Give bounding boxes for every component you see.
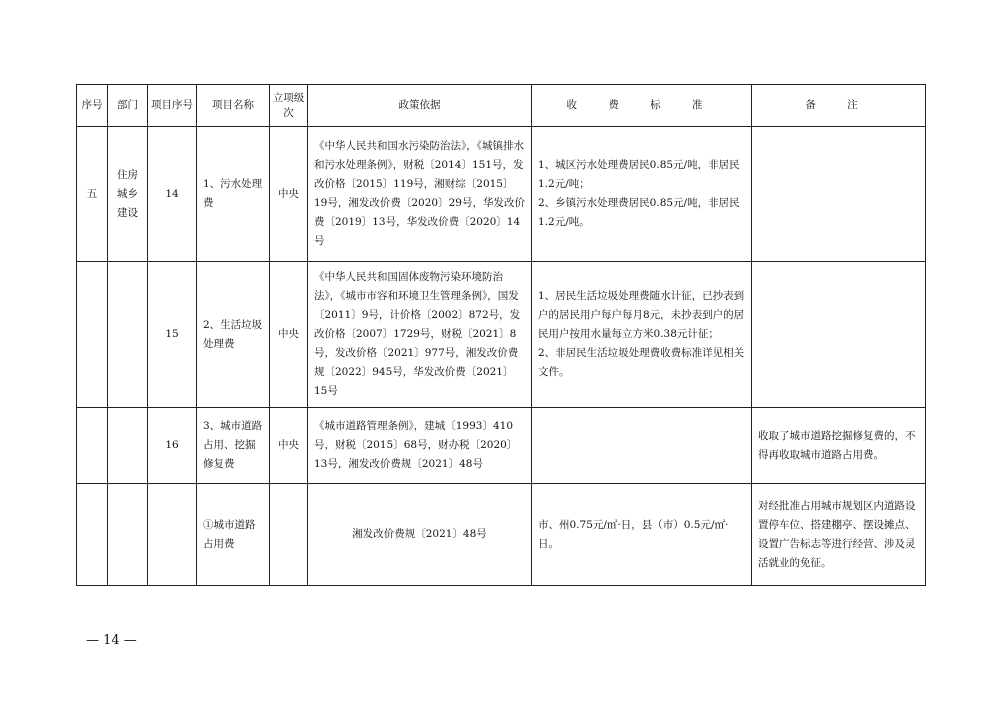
table-row xyxy=(77,408,926,484)
cell-item-seq: 14 xyxy=(148,127,197,262)
cell-seq xyxy=(77,408,108,484)
cell-seq: 五 xyxy=(77,127,108,262)
cell-remark: 对经批准占用城市规划区内道路设置停车位、搭建棚亭、摆设摊点、设置广告标志等进行经营、涉及灵活就业的免征。 xyxy=(752,484,926,586)
cell-dept xyxy=(108,408,148,484)
cell-item-seq xyxy=(148,484,197,586)
cell-level: 中央 xyxy=(270,408,308,484)
header-basis: 政策依据 xyxy=(308,85,532,127)
cell-item-name: 1、污水处理费 xyxy=(197,127,270,262)
cell-item-name: 2、生活垃圾处理费 xyxy=(197,262,270,408)
page-number: — 14 — xyxy=(86,633,137,648)
cell-standard: 1、居民生活垃圾处理费随水计征，已抄表到户的居民用户每户每月8元，未抄表到户的居民用户按用水量每立方米0.38元计征； 2、非居民生活垃圾处理费收费标准详见相关文件。 xyxy=(532,262,752,408)
cell-item-seq: 16 xyxy=(148,408,197,484)
header-item-name: 项目名称 xyxy=(197,85,270,127)
cell-seq xyxy=(77,484,108,586)
cell-item-name: ①城市道路占用费 xyxy=(197,484,270,586)
cell-basis: 湘发改价费规〔2021〕48号 xyxy=(308,484,532,586)
cell-level xyxy=(270,484,308,586)
header-standard: 收 费 标 准 xyxy=(532,85,752,127)
header-level: 立项级次 xyxy=(270,85,308,127)
cell-remark xyxy=(752,262,926,408)
table-header-row xyxy=(77,85,926,127)
cell-standard xyxy=(532,408,752,484)
cell-dept xyxy=(108,262,148,408)
cell-remark xyxy=(752,127,926,262)
cell-level: 中央 xyxy=(270,127,308,262)
cell-basis: 《城市道路管理条例》，建城〔1993〕410号，财税〔2015〕68号，财办税〔2020〕13号，湘发改价费规〔2021〕48号 xyxy=(308,408,532,484)
header-seq: 序号 xyxy=(77,85,108,127)
header-remark: 备 注 xyxy=(752,85,926,127)
cell-basis: 《中华人民共和国水污染防治法》，《城镇排水和污水处理条例》，财税〔2014〕151号，发改价格〔2015〕119号，湘财综〔2015〕19号，湘发改价费〔2020〕29号，华发改价费〔2019〕13号，华发改价费〔2020〕14号 xyxy=(308,127,532,262)
header-dept: 部门 xyxy=(108,85,148,127)
cell-basis: 《中华人民共和国固体废物污染环境防治法》，《城市市容和环境卫生管理条例》，国发〔2011〕9号，计价格〔2002〕872号，发改价格〔2007〕1729号，财税〔2021〕8号，发改价格〔2021〕977号，湘发改价费规〔2022〕945号，华发改价费〔2021〕15号 xyxy=(308,262,532,408)
cell-dept: 住房城乡建设 xyxy=(108,127,148,262)
cell-standard: 1、城区污水处理费居民0.85元/吨，非居民1.2元/吨； 2、乡镇污水处理费居民0.85元/吨，非居民1.2元/吨。 xyxy=(532,127,752,262)
cell-item-name: 3、城市道路占用、挖掘修复费 xyxy=(197,408,270,484)
cell-remark: 收取了城市道路挖掘修复费的，不得再收取城市道路占用费。 xyxy=(752,408,926,484)
table-row xyxy=(77,484,926,586)
fee-table xyxy=(76,84,926,586)
cell-dept xyxy=(108,484,148,586)
cell-seq xyxy=(77,262,108,408)
table-row xyxy=(77,262,926,408)
header-item-seq: 项目序号 xyxy=(148,85,197,127)
cell-item-seq: 15 xyxy=(148,262,197,408)
cell-level: 中央 xyxy=(270,262,308,408)
table-row xyxy=(77,127,926,262)
cell-standard: 市、州0.75元/㎡·日，县（市）0.5元/㎡·日。 xyxy=(532,484,752,586)
